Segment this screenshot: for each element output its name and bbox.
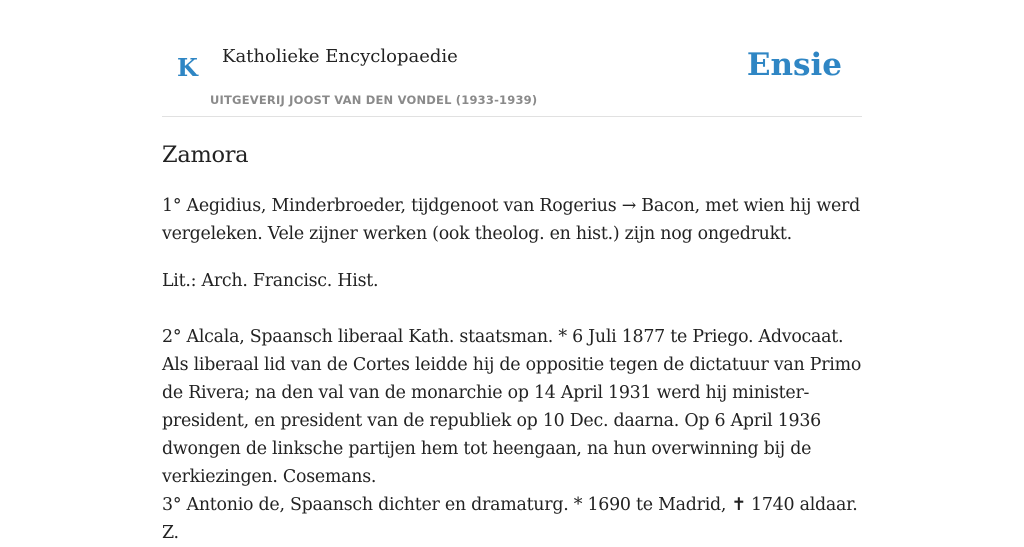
article xyxy=(162,136,862,547)
site-logo[interactable]: K xyxy=(177,53,198,82)
article-paragraph-2: 2° Alcala, Spaansch liberaal Kath. staatsman. * 6 Juli 1877 te Priego. Advocaat. Als liberaal lid van de Cortes leidde hij de oppositie tegen de dictatuur van Primo de Rivera; na den val van de monarchie op 14 April 1931 werd hij minister-president, en president van de republiek op 10 Dec. daarna. Op 6 April 1936 dwongen de linksche partijen hem tot heengaan, na hun overwinning bij de verkiezingen. Cosemans. 3° Antonio de, Spaansch dichter en dramaturg. * 1690 te Madrid, ✝ 1740 aldaar. Z. xyxy=(162,327,862,543)
brand-logo[interactable]: Ensie xyxy=(746,47,842,83)
publisher-label: UITGEVERIJ JOOST VAN DEN VONDEL (1933-1939) xyxy=(210,93,538,107)
article-title: Zamora xyxy=(162,142,249,168)
article-literature: Lit.: Arch. Francisc. Hist. xyxy=(162,271,379,291)
site-header xyxy=(162,0,862,117)
site-title[interactable]: Katholieke Encyclopaedie xyxy=(222,46,458,67)
article-paragraph-1: 1° Aegidius, Minderbroeder, tijdgenoot van Rogerius → Bacon, met wien hij werd vergeleken. Vele zijner werken (ook theolog. en hist.) zijn nog ongedrukt. xyxy=(162,196,860,244)
